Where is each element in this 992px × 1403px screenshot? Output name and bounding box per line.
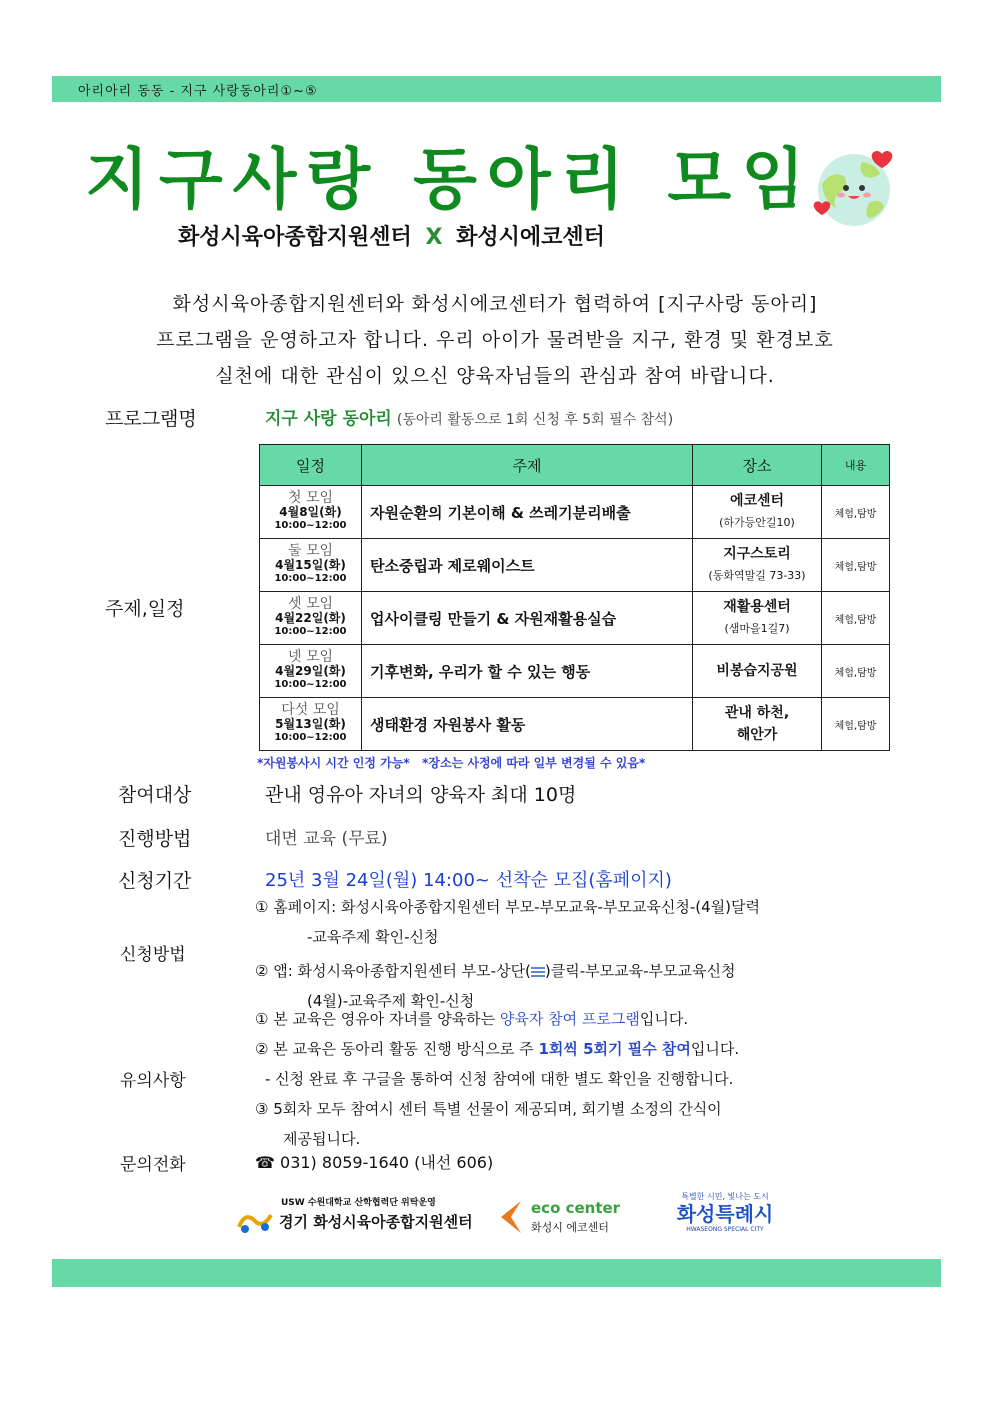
session-time: 10:00~12:00 [274,679,347,690]
apply-method [255,892,760,1016]
session-content: 체험,탐방 [822,539,890,592]
session-topic: 업사이클링 만들기 & 자원재활용실습 [362,592,693,645]
target-label: 참여대상 [118,784,192,806]
city-name: 화성특례시 [676,1202,774,1226]
apply-line [255,956,760,986]
caution-line: 제공됩니다. [283,1130,361,1148]
center-logo-icon [235,1207,275,1235]
session-date: 4월22일(화) [275,611,346,625]
contact-value: ☎ 031) 8059-1640 (내선 606) [255,1153,494,1172]
session-time: 10:00~12:00 [274,573,347,584]
apply-label: 신청방법 [120,945,186,965]
caution-notes [255,1004,739,1154]
subtitle-x: X [425,225,443,250]
program-title: 지구 사랑 동아리 [265,409,392,429]
city-tag: 특별한 시민, 빛나는 도시 [681,1192,769,1201]
center-name: 경기 화성시육아종합지원센터 [279,1213,473,1231]
apply-line: ① 홈페이지: 화성시육아종합지원센터 부모-부모교육-부모교육신청-(4월)달력 [255,898,760,916]
session-date: 4월15일(화) [275,558,346,572]
table-header-row [260,445,890,486]
method-label: 진행방법 [118,828,192,850]
city-en: HWASEONG SPECIAL CITY [686,1226,764,1233]
table-row [260,486,890,539]
subtitle-right: 화성시에코센터 [456,225,605,250]
session-place: 에코센터 [729,493,785,509]
partner-logos [235,1192,795,1245]
page-title: 지구사랑 동아리 모임 [85,141,815,218]
table-row [260,698,890,751]
session-content: 체험,탐방 [822,592,890,645]
center-logo [235,1195,475,1231]
intro-line: 실천에 대한 관심이 있으신 양육자님들의 관심과 참여 바랍니다. [215,365,775,387]
eco-logo-icon [497,1199,527,1235]
session-content: 체험,탐방 [822,486,890,539]
menu-icon [531,967,545,977]
session-name: 둘 모임 [287,543,334,559]
session-place-sub: 해안가 [736,727,778,743]
session-topic: 생태환경 자원봉사 활동 [362,698,693,751]
header-date: 일정 [260,445,362,486]
header-content: 내용 [822,445,890,486]
caution-line [255,1004,739,1034]
program-note: (동아리 활동으로 1회 신청 후 5회 필수 참석) [396,412,674,428]
eco-ko: 화성시 에코센터 [531,1221,609,1234]
table-row [260,592,890,645]
session-content: 체험,탐방 [822,645,890,698]
header-topic: 주제 [362,445,693,486]
session-place: 재활용센터 [723,599,791,615]
session-date: 4월8일(화) [279,505,342,519]
top-band [52,76,941,102]
schedule-footnote: *자원봉사시 시간 인정 가능* *장소는 사정에 따라 일부 변경될 수 있음* [257,756,646,770]
table-row [260,539,890,592]
apply-text: ② 앱: 화성시육아종합지원센터 부모-상단( [255,962,531,980]
intro-paragraph [60,286,930,394]
session-name: 넷 모임 [287,649,334,665]
eco-en: eco center [531,1199,621,1217]
bottom-band [52,1259,941,1287]
session-place: 지구스토리 [723,546,791,562]
schedule-label: 주제,일정 [105,598,185,620]
schedule-table [259,444,890,751]
target-value: 관내 영유아 자녀의 양육자 최대 10명 [265,784,577,806]
session-place: 비봉습지공원 [716,663,798,679]
session-date: 4월29일(화) [275,664,346,678]
method-value: 대면 교육 (무료) [265,829,388,849]
earth-mascot-icon [810,148,902,228]
apply-line: (4월)-교육주제 확인-신청 [307,992,475,1010]
caution-line [255,1034,739,1064]
caution-highlight: 1회씩 5회기 필수 참여 [538,1040,691,1058]
session-topic: 기후변화, 우리가 할 수 있는 행동 [362,645,693,698]
caution-line: ③ 5회차 모두 참여시 센터 특별 선물이 제공되며, 회기별 소정의 간식이 [255,1100,722,1118]
intro-line: 프로그램을 운영하고자 합니다. 우리 아이가 물려받을 지구, 환경 및 환경보호 [156,329,834,351]
session-time: 10:00~12:00 [274,520,347,531]
program-label: 프로그램명 [105,408,197,430]
header-place: 장소 [693,445,822,486]
caution-highlight: 양육자 참여 프로그램 [499,1010,640,1028]
contact-label: 문의전화 [120,1155,186,1175]
caution-text: ① 본 교육은 영유아 자녀를 양육하는 [255,1010,500,1028]
caution-text: ② 본 교육은 동아리 활동 진행 방식으로 주 [255,1040,539,1058]
session-topic: 탄소중립과 제로웨이스트 [362,539,693,592]
caution-text: 입니다. [639,1010,689,1028]
session-time: 10:00~12:00 [274,626,347,637]
period-value: 25년 3월 24일(월) 14:00~ 선착순 모집(홈페이지) [265,870,672,891]
period-label: 신청기간 [118,870,192,892]
session-place-sub: (하가등안길10) [719,516,795,529]
table-row [260,645,890,698]
session-name: 셋 모임 [287,596,334,612]
session-content: 체험,탐방 [822,698,890,751]
program-name [265,404,673,429]
session-place-sub: (샘마을1길7) [724,622,790,635]
apply-line: -교육주제 확인-신청 [307,928,439,946]
subtitle [178,220,605,251]
intro-line: 화성시육아종합지원센터와 화성시에코센터가 협력하여 [지구사랑 동아리] [172,293,818,315]
caution-text: 입니다. [690,1040,740,1058]
session-place-sub: (동화역말길 73-33) [708,569,806,582]
session-topic: 자원순환의 기본이해 & 쓰레기분리배출 [362,486,693,539]
city-logo [655,1191,795,1233]
usw-text: USW 수원대학교 산학협력단 위탁운영 [281,1198,436,1208]
caution-label: 유의사항 [120,1071,186,1091]
session-name: 다섯 모임 [281,702,340,718]
session-place: 관내 하천, [724,705,790,721]
band-text: 아리아리 동동 - 지구 사랑동아리①~⑤ [78,84,318,99]
session-date: 5월13일(화) [275,717,346,731]
subtitle-left: 화성시육아종합지원센터 [178,225,412,250]
caution-line: - 신청 완료 후 구글을 통하여 신청 참여에 대한 별도 확인을 진행합니다. [265,1070,734,1088]
session-time: 10:00~12:00 [274,732,347,743]
apply-text: )클릭-부모교육-부모교육신청 [544,962,736,980]
session-name: 첫 모임 [287,490,334,506]
